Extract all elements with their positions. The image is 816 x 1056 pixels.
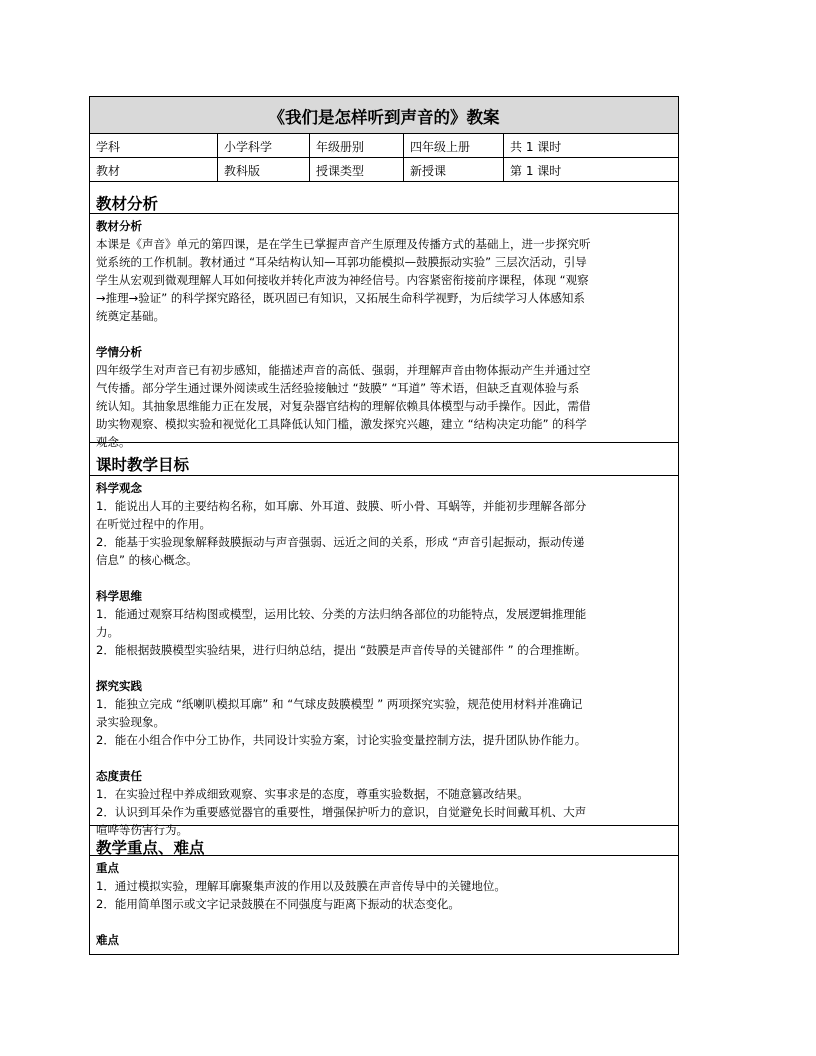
paragraph-line: 1．在实验过程中养成细致观察、实事求是的态度，尊重实验数据，不随意篡改结果。: [96, 787, 529, 801]
info-cell: 年级册别: [310, 134, 404, 157]
section-heading-goals: 课时教学目标: [90, 443, 678, 476]
paragraph-line: 学生从宏观到微观理解人耳如何接收并转化声波为神经信号。内容紧密衔接前序课程，体现 “观察: [96, 273, 589, 287]
subsection-title: 科学思维: [96, 589, 142, 603]
section-heading-focus: 教学重点、难点: [90, 826, 678, 856]
subsection-title: 科学观念: [96, 481, 142, 495]
paragraph-line: 录实验现象。: [96, 715, 165, 729]
paragraph-line: 2．能用简单图示或文字记录鼓膜在不同强度与距离下振动的状态变化。: [96, 897, 460, 911]
subsection-title: 态度责任: [96, 769, 142, 783]
lesson-plan-table: [89, 96, 679, 955]
document-title: 《我们是怎样听到声音的》教案: [90, 97, 678, 134]
subsection-title: 难点: [96, 933, 119, 947]
paragraph-line: →推理→验证” 的科学探究路径，既巩固已有知识，又拓展生命科学视野，为后续学习人体感知系: [96, 291, 585, 305]
info-cell: 四年级上册: [404, 134, 504, 157]
section-body-goals: [90, 476, 678, 837]
subsection-title: 教材分析: [96, 219, 142, 233]
paragraph-line: 喧哗等伤害行为。: [96, 823, 188, 837]
paragraph-line: 四年级学生对声音已有初步感知，能描述声音的高低、强弱，并理解声音由物体振动产生并通过空: [96, 363, 591, 377]
paragraph-line: 本课是《声音》单元的第四课，是在学生已掌握声音产生原理及传播方式的基础上，进一步探究听: [96, 237, 591, 251]
paragraph-line: 观念。: [96, 435, 131, 449]
info-cell: 新授课: [404, 158, 504, 181]
paragraph-line: 1．能说出人耳的主要结构名称，如耳廓、外耳道、鼓膜、听小骨、耳蜗等，并能初步理解各部分: [96, 499, 587, 513]
section-body-analysis: [90, 214, 678, 449]
paragraph-line: 力。: [96, 625, 119, 639]
paragraph-line: 2．能根据鼓膜模型实验结果，进行归纳总结，提出 “鼓膜是声音传导的关键部件 ” 的合理推断。: [96, 643, 587, 657]
paragraph-line: 气传播。部分学生通过课外阅读或生活经验接触过 “鼓膜” “耳道” 等术语，但缺乏直观体验与系: [96, 381, 580, 395]
paragraph-line: 1．能通过观察耳结构图或模型，运用比较、分类的方法归纳各部位的功能特点，发展逻辑推理能: [96, 607, 587, 621]
paragraph-line: 在听觉过程中的作用。: [96, 517, 211, 531]
paragraph-line: 2．能基于实验现象解释鼓膜振动与声音强弱、远近之间的关系，形成 “声音引起振动，振动传递: [96, 535, 585, 549]
info-cell: 教材: [90, 158, 218, 181]
info-cell: 学科: [90, 134, 218, 157]
paragraph-line: 2．认识到耳朵作为重要感觉器官的重要性，增强保护听力的意识，自觉避免长时间戴耳机、大声: [96, 805, 587, 819]
info-cell: 教科版: [218, 158, 310, 181]
section-heading-analysis: 教材分析: [90, 182, 678, 214]
paragraph-line: 统认知。其抽象思维能力正在发展，对复杂器官结构的理解依赖具体模型与动手操作。因此，需借: [96, 399, 591, 413]
info-cell: 共 1 课时: [510, 140, 562, 154]
paragraph-line: 统奠定基础。: [96, 309, 165, 323]
paragraph-line: 1．能独立完成 “纸喇叭模拟耳廓” 和 “气球皮鼓膜模型 ” 两项探究实验，规范使用材料并准确记: [96, 697, 583, 711]
info-cell: 授课类型: [310, 158, 404, 181]
info-row-subject: [90, 134, 678, 158]
paragraph-line: 助实物观察、模拟实验和视觉化工具降低认知门槛，激发探究兴趣，建立 “结构决定功能” 的科学: [96, 417, 587, 431]
subsection-title: 学情分析: [96, 345, 142, 359]
info-row-textbook: [90, 158, 678, 182]
paragraph-line: 1．通过模拟实验，理解耳廓聚集声波的作用以及鼓膜在声音传导中的关键地位。: [96, 879, 506, 893]
info-cell: 小学科学: [218, 134, 310, 157]
paragraph-line: 2．能在小组合作中分工协作，共同设计实验方案，讨论实验变量控制方法，提升团队协作能力。: [96, 733, 587, 747]
paragraph-line: 觉系统的工作机制。教材通过 “耳朵结构认知—耳郭功能模拟—鼓膜振动实验” 三层次活动，引导: [96, 255, 587, 269]
section-body-focus: [90, 856, 678, 955]
paragraph-line: 信息” 的核心概念。: [96, 553, 198, 567]
info-cell: 第 1 课时: [510, 164, 562, 178]
subsection-title: 重点: [96, 861, 119, 875]
subsection-title: 探究实践: [96, 679, 142, 693]
